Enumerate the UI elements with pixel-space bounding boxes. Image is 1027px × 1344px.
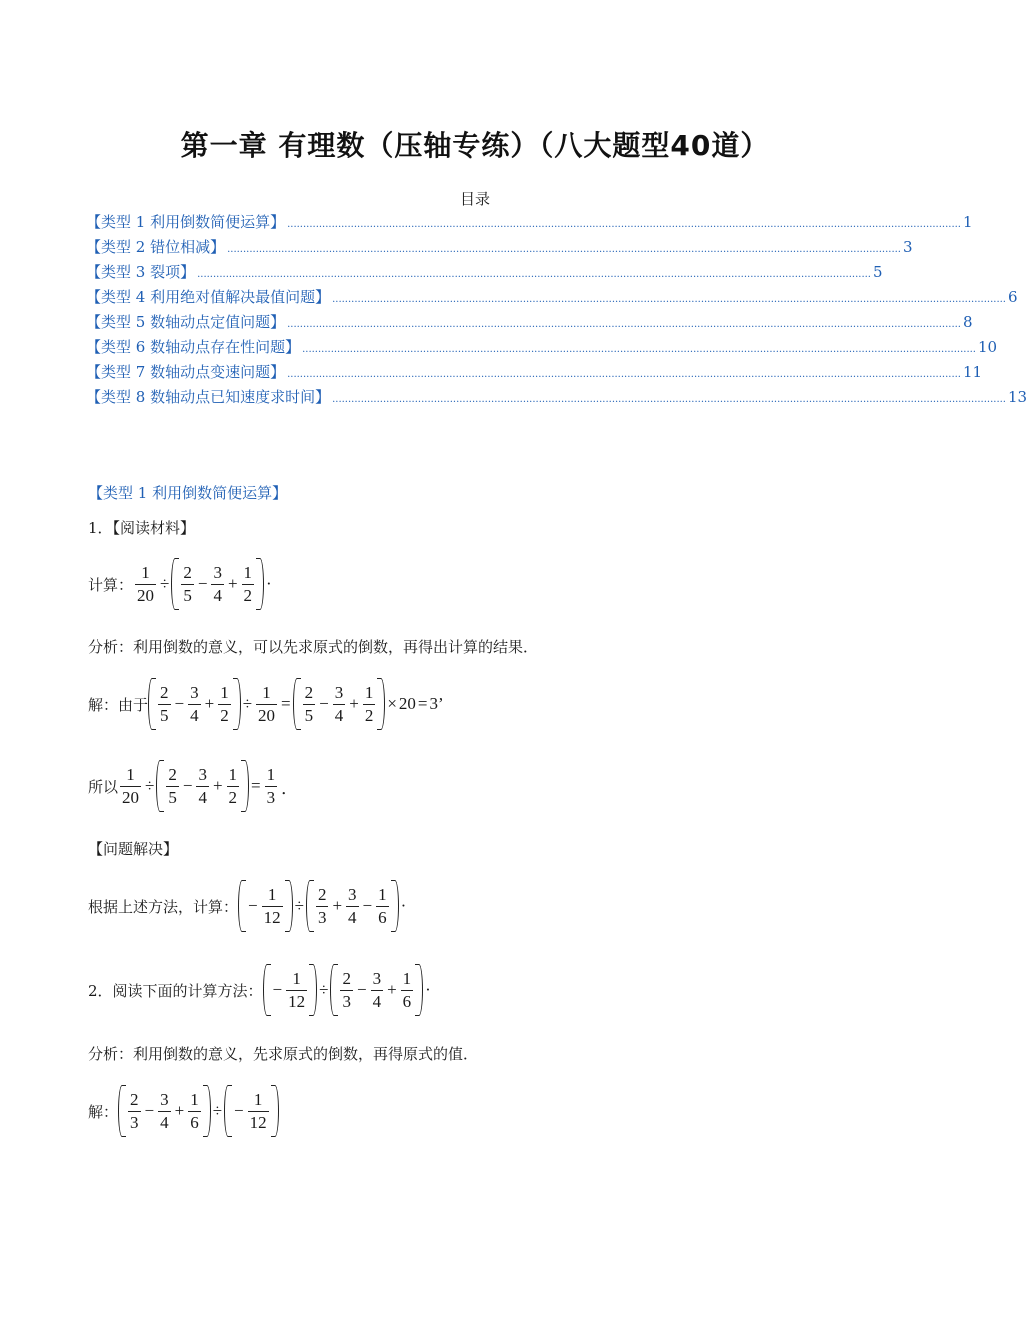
toc-heading: 目录 xyxy=(459,190,490,208)
toc-item-page[interactable]: 5 xyxy=(872,263,883,281)
toc-item-1[interactable] xyxy=(86,210,973,235)
analysis-1: 分析：利用倒数的意义，可以先求原式的倒数，再得出计算的结果． xyxy=(88,638,539,656)
toc-item-page[interactable]: 1 xyxy=(962,213,973,231)
problem-heading: 【问题解决】 xyxy=(88,840,179,858)
toc-item-label[interactable]: 【类型 2 错位相减】 xyxy=(86,238,226,256)
toc-leader: .................................................................................................................................................................................................................... xyxy=(287,369,961,380)
toc-leader: .................................................................................................................................................................................................................... xyxy=(302,344,976,355)
question-1-header: 1．【阅读材料】 xyxy=(88,519,196,537)
toc-item-2[interactable] xyxy=(86,235,913,260)
table-of-contents xyxy=(86,210,1027,410)
toc-item-7[interactable] xyxy=(86,360,983,385)
toc-leader: .................................................................................................................................................................................................................... xyxy=(332,294,1006,305)
toc-leader: .................................................................................................................................................................................................................... xyxy=(197,269,871,280)
analysis-2: 分析：利用倒数的意义，先求原式的倒数，再得原式的值． xyxy=(88,1045,479,1063)
section-heading: 【类型 1 利用倒数简便运算】 xyxy=(88,484,288,502)
solution-2-expression: 解： $\frac{2}{3}$ − $\frac{3}{4}$ + $\frac{1}{6}$ ÷ − $\frac{1}{12}$ xyxy=(88,1085,279,1137)
calc-label: 计算： xyxy=(88,575,134,594)
toc-item-label[interactable]: 【类型 8 数轴动点已知速度求时间】 xyxy=(86,388,331,406)
question-2-expression: 2．阅读下面的计算方法： − $\frac{1}{12}$ ÷ $\frac{2}{3}$ − $\frac{3}{4}$ + $\frac{1}{6}$ · xyxy=(88,964,433,1016)
toc-item-page[interactable]: 10 xyxy=(977,338,998,356)
problem-expression: 根据上述方法，计算： − $\frac{1}{12}$ ÷ $\frac{2}{3}$ + $\frac{3}{4}$ − $\frac{1}{6}$ · xyxy=(88,880,408,932)
parenthesis-group: $\frac{2}{5}$ − $\frac{3}{4}$ + $\frac{1}{2}$ xyxy=(171,558,264,610)
toc-item-8[interactable] xyxy=(86,385,1027,410)
toc-item-page[interactable]: 11 xyxy=(962,363,983,381)
toc-item-5[interactable] xyxy=(86,310,973,335)
toc-leader: .................................................................................................................................................................................................................... xyxy=(287,219,961,230)
toc-item-page[interactable]: 6 xyxy=(1007,288,1018,306)
page-title: 第一章 有理数（压轴专练）（八大题型40道） xyxy=(180,129,770,162)
solution-expression: 解：由于 $\frac{2}{5}$ − $\frac{3}{4}$ + $\frac{1}{2}$ ÷ $\frac{1}{20}$ = $\frac{2}{5}$ − $\frac{3}{4}$ + $\frac{1}{2}$ × 20 = 3’ xyxy=(88,678,444,730)
calc-expression: 计算： $\frac{1}{20}$ ÷ $\frac{2}{5}$ − $\frac{3}{4}$ + $\frac{1}{2}$ · xyxy=(88,558,274,610)
toc-item-page[interactable]: 3 xyxy=(902,238,913,256)
conclusion-expression: 所以 $\frac{1}{20}$ ÷ $\frac{2}{5}$ − $\frac{3}{4}$ + $\frac{1}{2}$ = $\frac{1}{3}$ ． xyxy=(88,760,300,812)
toc-item-label[interactable]: 【类型 7 数轴动点变速问题】 xyxy=(86,363,286,381)
toc-leader: .................................................................................................................................................................................................................... xyxy=(332,394,1006,405)
toc-item-label[interactable]: 【类型 6 数轴动点存在性问题】 xyxy=(86,338,301,356)
toc-item-label[interactable]: 【类型 4 利用绝对值解决最值问题】 xyxy=(86,288,331,306)
toc-leader: .................................................................................................................................................................................................................... xyxy=(227,244,901,255)
toc-item-6[interactable] xyxy=(86,335,998,360)
toc-item-3[interactable] xyxy=(86,260,883,285)
toc-item-label[interactable]: 【类型 3 裂项】 xyxy=(86,263,196,281)
toc-item-4[interactable] xyxy=(86,285,1018,310)
toc-item-label[interactable]: 【类型 5 数轴动点定值问题】 xyxy=(86,313,286,331)
toc-item-page[interactable]: 13 xyxy=(1007,388,1027,406)
toc-leader: .................................................................................................................................................................................................................... xyxy=(287,319,961,330)
toc-item-label[interactable]: 【类型 1 利用倒数简便运算】 xyxy=(86,213,286,231)
fraction: $\frac{1}{20}$ xyxy=(137,562,155,605)
toc-item-page[interactable]: 8 xyxy=(962,313,973,331)
